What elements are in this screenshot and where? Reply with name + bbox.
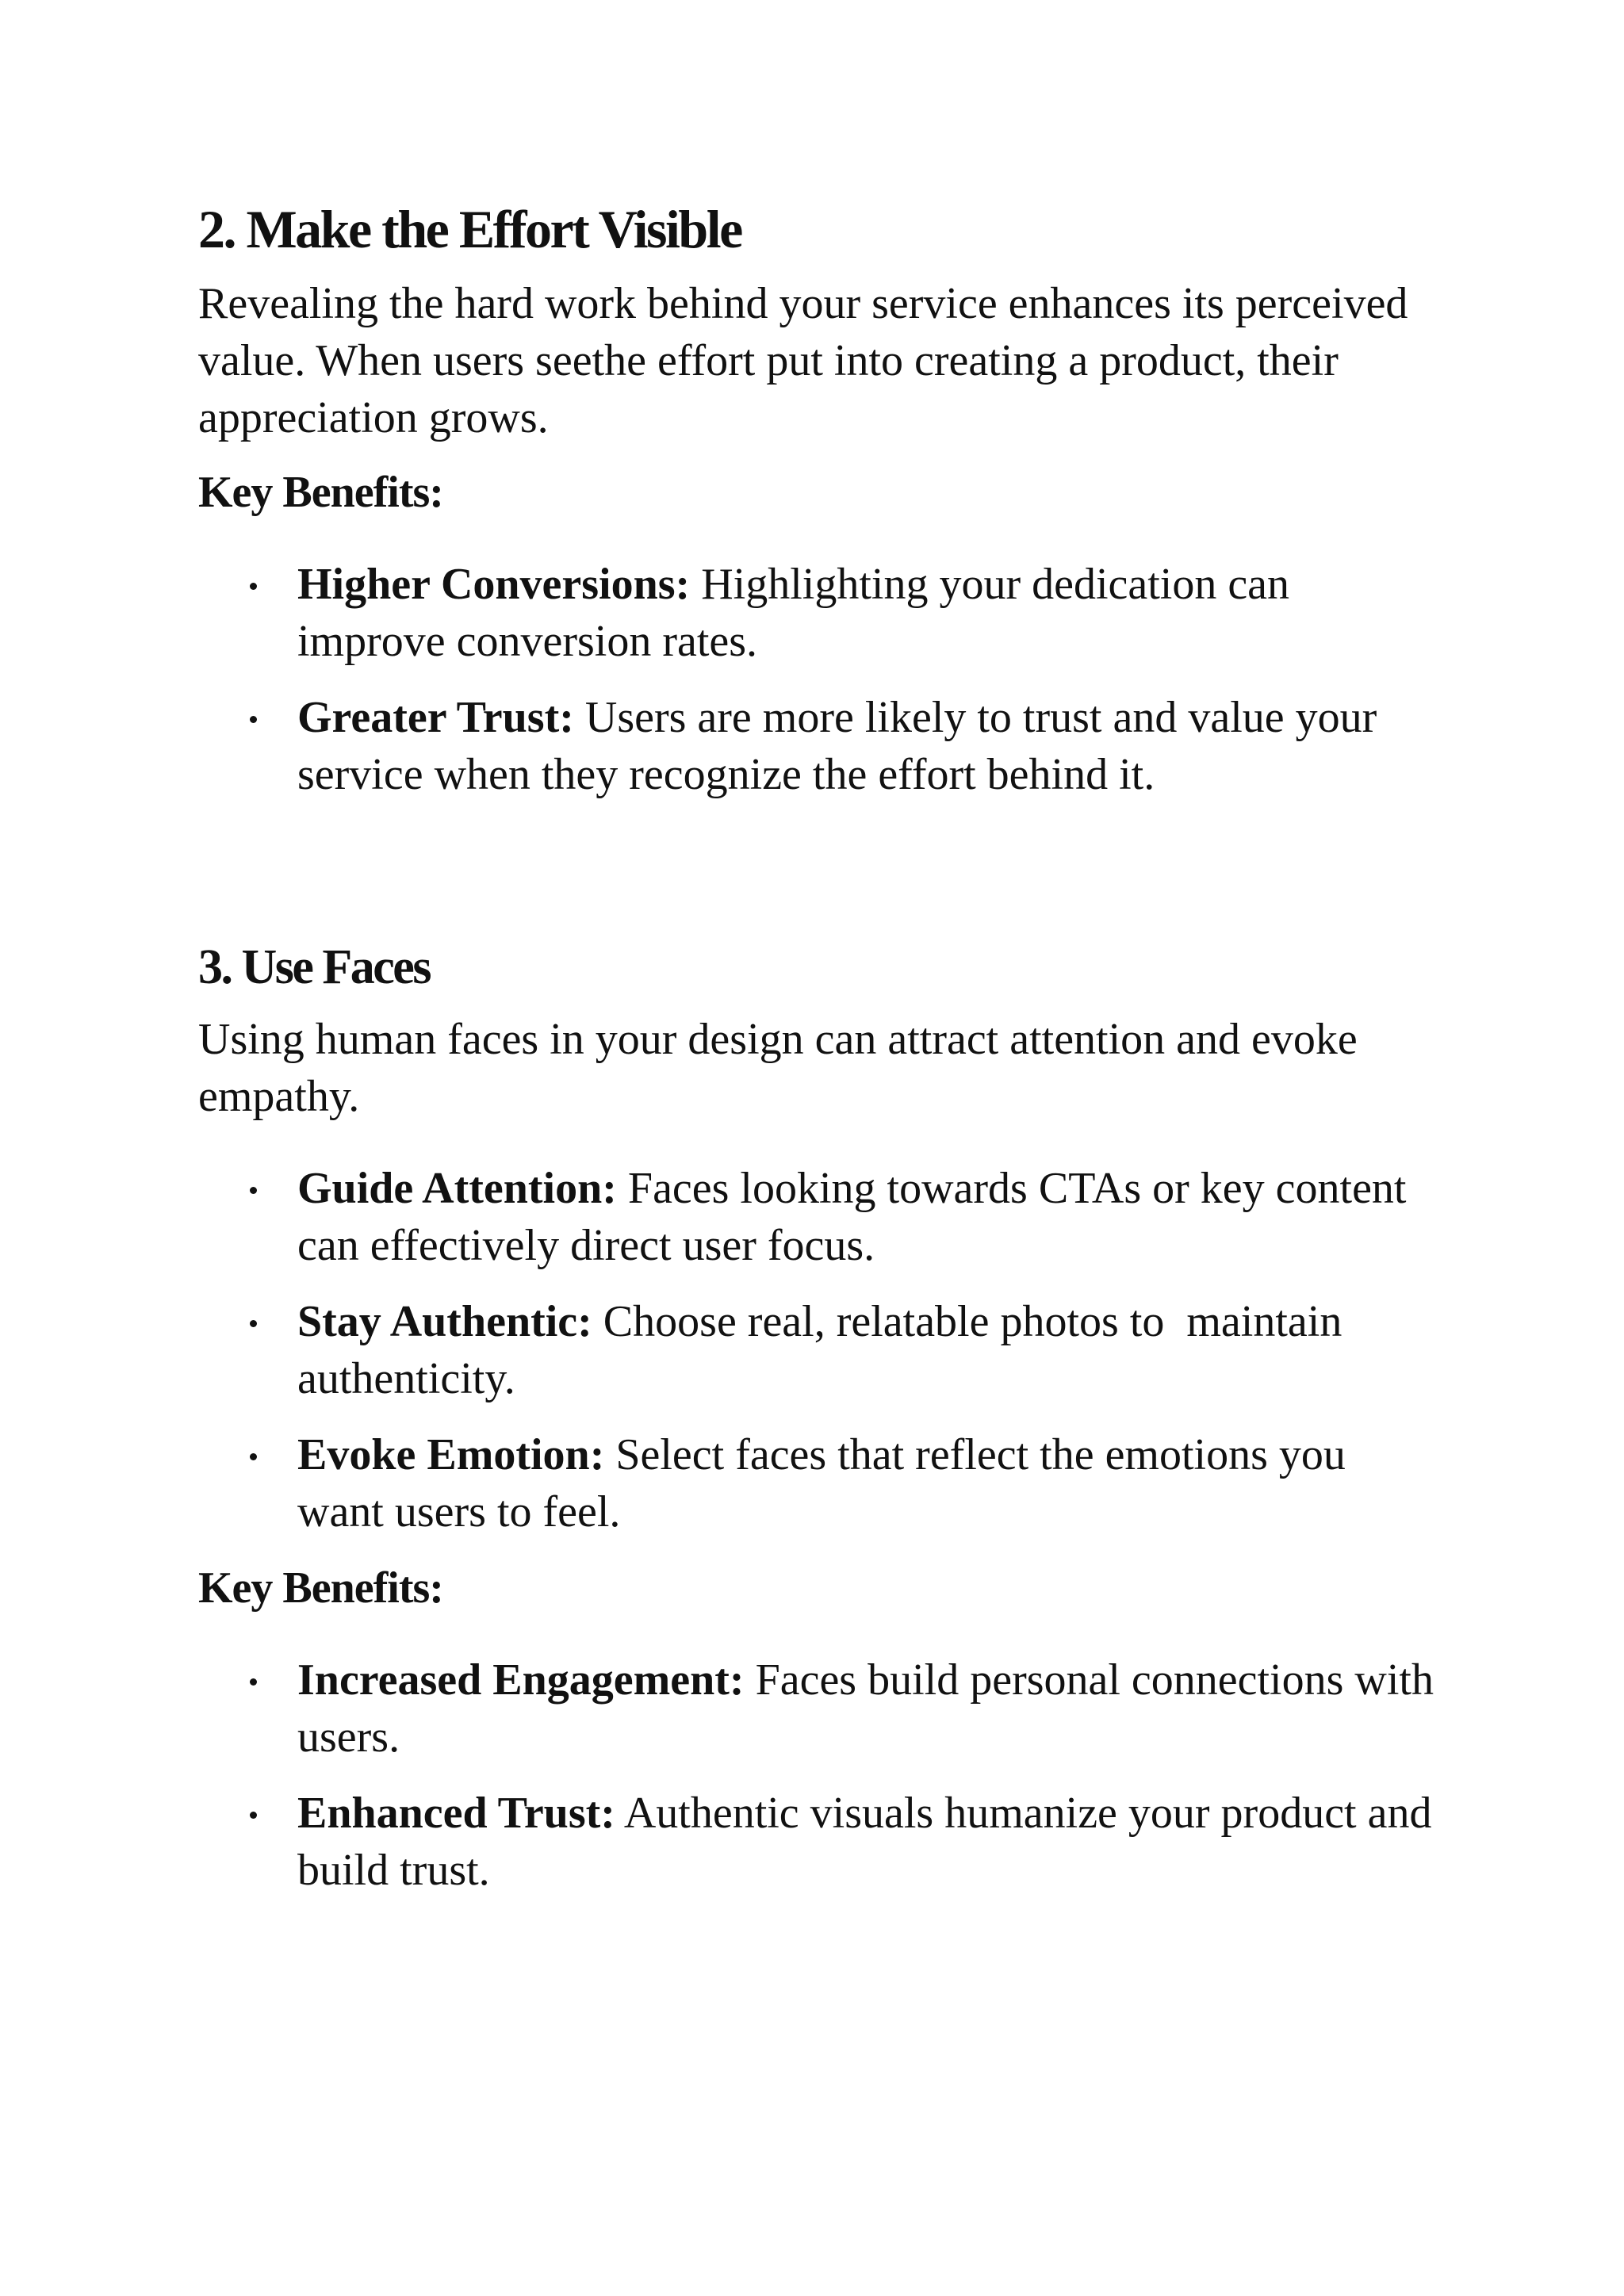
tip-text: Select faces that reflect the emotions you want users to feel. (297, 1430, 1346, 1536)
bullet-icon (250, 1678, 257, 1686)
document-page (198, 199, 1435, 1918)
benefit-term: Higher Conversions: (297, 560, 691, 609)
list-item (198, 1785, 1435, 1899)
section-3-paragraph: Using human faces in your design can attract attention and evoke empathy. (198, 1015, 1358, 1121)
benefit-text: Users are more likely to trust and value your service when they recognize the effort behind it. (297, 693, 1377, 799)
tip-term: Evoke Emotion: (297, 1430, 605, 1479)
section-3-title: 3. Use Faces (198, 940, 430, 994)
bullet-icon (250, 716, 257, 723)
section-3-key-benefits-label: Key Benefits: (198, 1563, 443, 1613)
section-3-benefits-list (198, 1651, 1435, 1899)
benefit-term: Increased Engagement: (297, 1655, 745, 1705)
list-item (198, 1651, 1435, 1766)
list-item (198, 1426, 1435, 1540)
section-2-benefits-list (198, 556, 1435, 803)
benefit-term: Greater Trust: (297, 693, 574, 742)
bullet-icon (250, 1453, 257, 1460)
bullet-icon (250, 583, 257, 590)
bullet-icon (250, 1812, 257, 1819)
list-item (198, 1293, 1435, 1407)
list-item (198, 689, 1435, 803)
section-2-title: 2. Make the Effort Visible (198, 199, 741, 259)
section-3-tips-list (198, 1160, 1435, 1540)
benefit-text: Highlighting your dedication can improve conversion rates. (297, 560, 1290, 666)
section-2-paragraph: Revealing the hard work behind your service enhances its perceived value. When users seethe effort put into creating a product, their appreciation grows. (198, 279, 1408, 442)
section-2-key-benefits-label: Key Benefits: (198, 468, 443, 517)
benefit-text: Authentic visuals humanize your product and build trust. (297, 1789, 1432, 1895)
tip-text: Choose real, relatable photos to maintain authenticity. (297, 1297, 1354, 1403)
benefit-term: Enhanced Trust: (297, 1789, 615, 1838)
tip-term: Stay Authentic: (297, 1297, 592, 1346)
list-item (198, 1160, 1435, 1274)
list-item (198, 556, 1435, 670)
bullet-icon (250, 1320, 257, 1327)
bullet-icon (250, 1187, 257, 1194)
tip-term: Guide Attention: (297, 1164, 617, 1213)
benefit-text: Faces build personal connections with users. (297, 1655, 1434, 1762)
tip-text: Faces looking towards CTAs or key content can effectively direct user focus. (297, 1164, 1407, 1270)
